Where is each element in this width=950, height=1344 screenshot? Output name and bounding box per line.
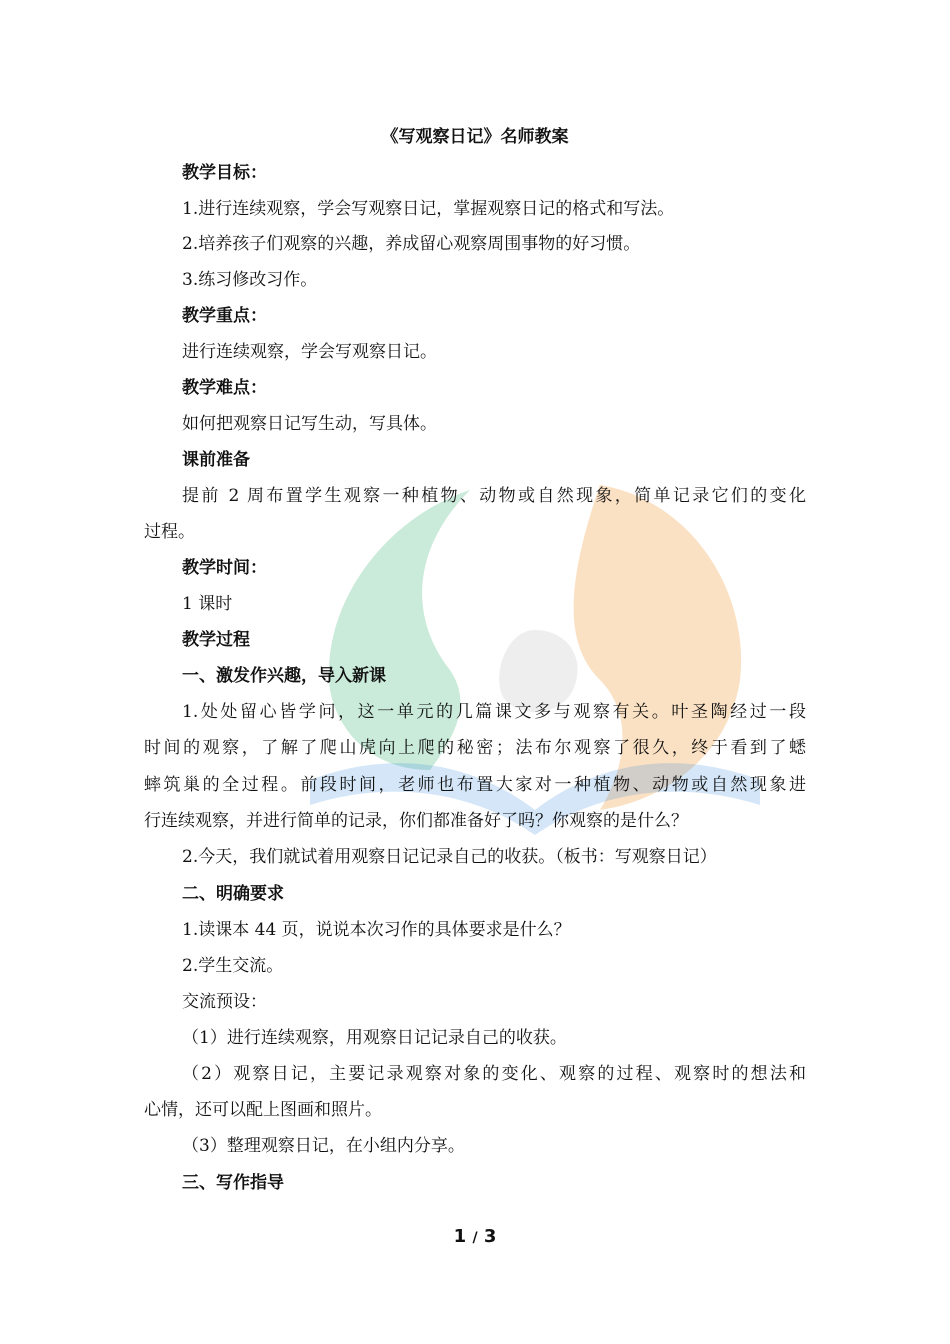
section-heading: 一、激发作兴趣，导入新课 (182, 666, 386, 686)
list-item: 心情，还可以配上图画和照片。 (144, 1100, 382, 1120)
prep-text: 提前 2 周布置学生观察一种植物、动物或自然现象，简单记录它们的变化 (182, 486, 806, 506)
section-heading: 三、写作指导 (182, 1173, 284, 1193)
total-pages: 3 (483, 1226, 497, 1247)
objective-item: 2.培养孩子们观察的兴趣，养成留心观察周围事物的好习惯。 (182, 234, 641, 254)
paragraph-line: 1.处处留心皆学问，这一单元的几篇课文多与观察有关。叶圣陶经过一段 (182, 702, 806, 722)
difficulty-heading: 教学难点： (182, 378, 267, 398)
objectives-heading: 教学目标： (182, 163, 267, 183)
paragraph-line: 1.读课本 44 页，说说本次习作的具体要求是什么？ (182, 920, 571, 940)
difficulty-text: 如何把观察日记写生动，写具体。 (182, 414, 437, 434)
time-heading: 教学时间： (182, 558, 267, 578)
focus-heading: 教学重点： (182, 306, 267, 326)
page-separator: / (472, 1230, 478, 1246)
paragraph-line: 2.学生交流。 (182, 956, 284, 976)
document-title: 《写观察日记》名师教案 (381, 127, 569, 147)
prep-heading: 课前准备 (182, 450, 250, 470)
list-item: （1）进行连续观察，用观察日记记录自己的收获。 (182, 1028, 567, 1048)
list-item: （3）整理观察日记，在小组内分享。 (182, 1136, 465, 1156)
paragraph-line: 蟀筑巢的全过程。前段时间，老师也布置大家对一种植物、动物或自然现象进 (144, 775, 806, 795)
objective-item: 3.练习修改习作。 (182, 270, 318, 290)
paragraph-line: 行连续观察，并进行简单的记录，你们都准备好了吗？你观察的是什么？ (144, 811, 688, 831)
time-text: 1 课时 (182, 594, 233, 614)
objective-item: 1.进行连续观察，学会写观察日记，掌握观察日记的格式和写法。 (182, 199, 675, 219)
paragraph-line: 2.今天，我们就试着用观察日记记录自己的收获。（板书：写观察日记） (182, 847, 717, 867)
paragraph-line: 时间的观察，了解了爬山虎向上爬的秘密；法布尔观察了很久，终于看到了蟋 (144, 738, 806, 758)
focus-text: 进行连续观察，学会写观察日记。 (182, 342, 437, 362)
process-heading: 教学过程 (182, 630, 250, 650)
section-heading: 二、明确要求 (182, 884, 284, 904)
prep-text: 过程。 (144, 522, 195, 542)
current-page: 1 (453, 1226, 467, 1247)
list-item: （2）观察日记，主要记录观察对象的变化、观察的过程、观察时的想法和 (182, 1064, 806, 1084)
paragraph-line: 交流预设： (182, 992, 267, 1012)
document-page (144, 0, 806, 1344)
